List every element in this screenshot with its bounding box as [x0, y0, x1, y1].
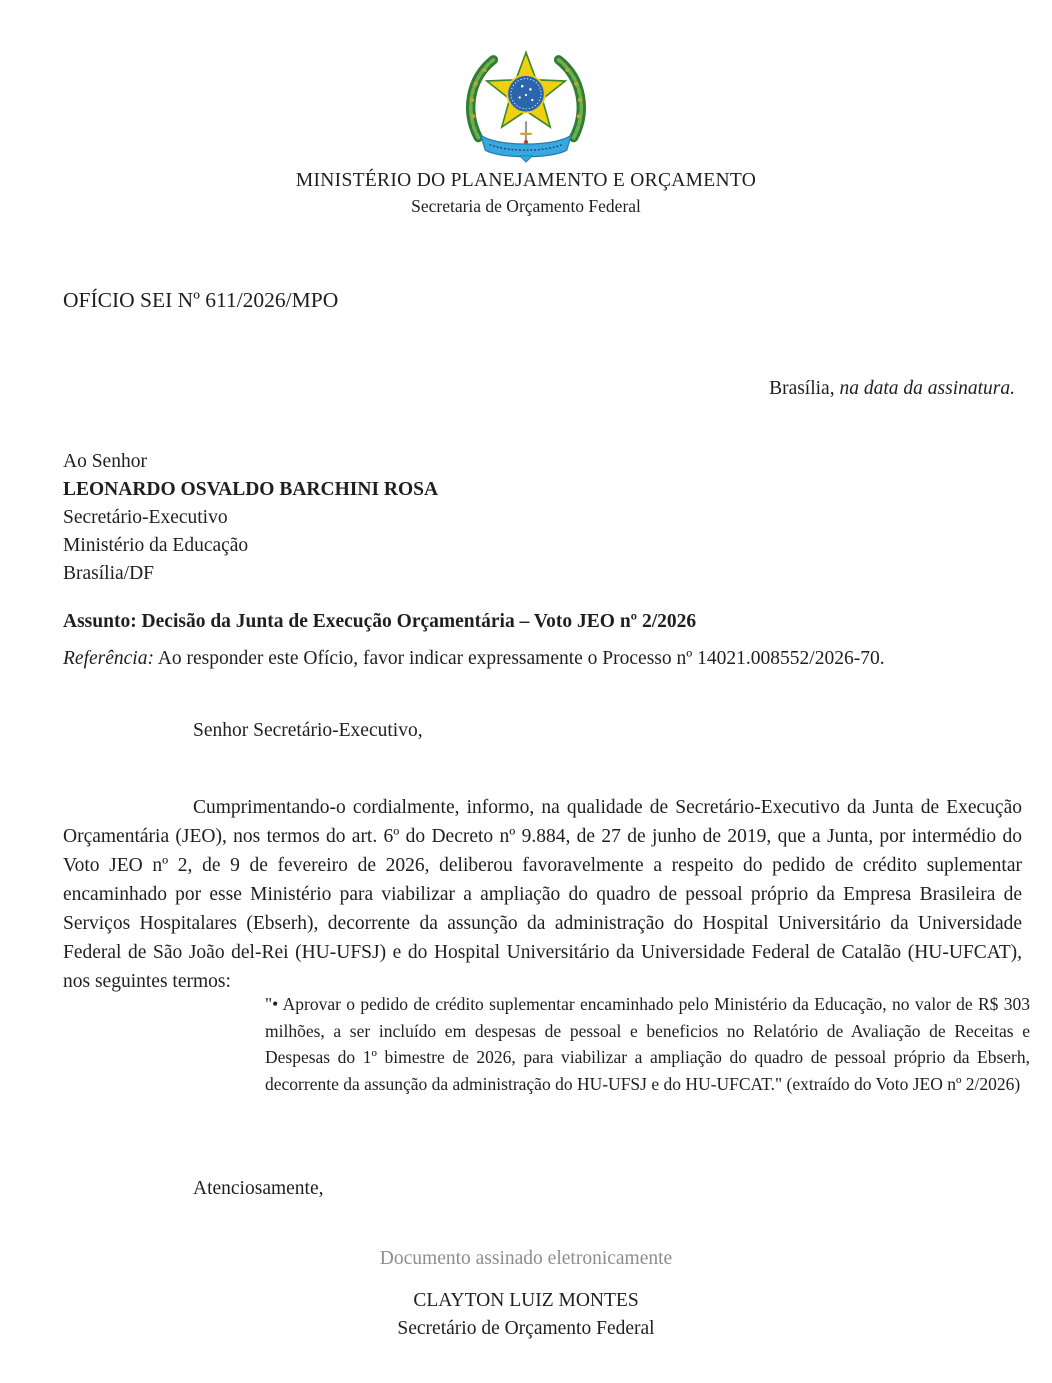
- central-disc: [507, 75, 545, 113]
- greeting-line: Senhor Secretário-Executivo,: [193, 720, 423, 741]
- body-paragraph: Cumprimentando-o cordialmente, informo, na qualidade de Secretário-Executivo da Junta de Execução Orçamentária (JEO), nos termos do art. 6º do Decreto nº 9.884, de 27 de junho de 2019, que a Junta, por intermédio do Voto JEO nº 2, de 9 de fevereiro de 2026, deliberou favoravelmente a respeito do pedido de crédito suplementar encaminhado por esse Ministério para viabilizar a ampliação do quadro de pessoal próprio da Empresa Brasileira de Serviços Hospitalares (Ebserh), decorrente da assunção da administração do Hospital Universitário da Universidade Federal de São João del-Rei (HU-UFSJ) e do Hospital Universitário da Universidade Federal de Catalão (HU-UFCAT), nos seguintes termos:: [63, 797, 1022, 992]
- addressee-salutation: Ao Senhor: [63, 451, 147, 472]
- quote-block: "• Aprovar o pedido de crédito suplementar encaminhado pelo Ministério da Educação, no valor de R$ 303 milhões, a ser incluído em despesas de pessoal e beneficios no Relatório de Avaliação de Receitas e Despesas do 1º bimestre de 2026, para viabilizar a ampliação do quadro de pessoal próprio da Ebserh, decorrente da assunção da administração do HU-UFSJ e do HU-UFCAT." (extraído do Voto JEO nº 2/2026): [265, 994, 1030, 1094]
- electronic-signature-note: Documento assinado eletronicamente: [379, 1248, 673, 1269]
- reference-line: [63, 648, 1022, 670]
- addressee-block: [63, 448, 438, 588]
- ministry-title: MINISTÉRIO DO PLANEJAMENTO E ORÇAMENTO: [295, 170, 757, 191]
- document-number: OFÍCIO SEI Nº 611/2026/MPO: [63, 288, 339, 312]
- brazil-coat-of-arms: [457, 42, 595, 168]
- dateline-note: na data da assinatura.: [834, 378, 1015, 399]
- addressee-role: Secretário-Executivo: [63, 507, 228, 528]
- secretariat-subtitle: Secretaria de Orçamento Federal: [411, 196, 641, 216]
- addressee-city: Brasília/DF: [63, 563, 154, 584]
- dateline: [769, 378, 1015, 400]
- signer-name: CLAYTON LUIZ MONTES: [413, 1290, 639, 1311]
- reference-label: Referência:: [63, 648, 154, 669]
- signer-role: Secretário de Orçamento Federal: [397, 1318, 655, 1339]
- reference-text: Ao responder este Ofício, favor indicar expressamente o Processo nº 14021.008552/2026-70.: [153, 648, 885, 669]
- closing-line: Atenciosamente,: [193, 1178, 324, 1199]
- dateline-city: Brasília,: [769, 378, 835, 399]
- addressee-name: LEONARDO OSVALDO BARCHINI ROSA: [63, 479, 439, 500]
- sword-hilt: [520, 121, 531, 144]
- addressee-org: Ministério da Educação: [63, 535, 249, 556]
- brazil-coat-of-arms-graphic: [457, 42, 595, 163]
- subject-line: Assunto: Decisão da Junta de Execução Orçamentária – Voto JEO nº 2/2026: [63, 611, 697, 632]
